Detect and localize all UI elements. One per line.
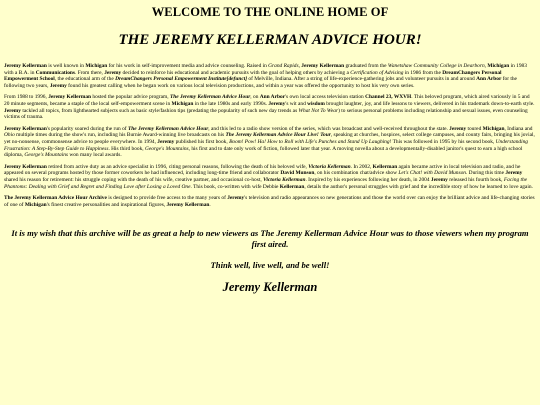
text-run: Jeremy Kellerman (4, 125, 47, 132)
text-run: Jeremy (505, 170, 523, 177)
text-run: Jeremy Kellerman (166, 201, 210, 208)
text-run: is designed to provide free access to the many years of (106, 195, 228, 202)
text-run: , (298, 63, 302, 69)
text-run: , on his combination chat/advice show (314, 170, 399, 177)
text-run: The Jeremy Kellerman Advice Hour Archive (4, 195, 107, 202)
bio-paragraph (4, 94, 536, 120)
text-run: DreamChangers Personal Empowerment Institute[defunct] (115, 76, 248, 83)
text-run: Victoria Kellerman (263, 176, 306, 183)
text-run: , (484, 63, 488, 69)
text-run: . Inspired by his experiences following her death, in 2004 (305, 176, 431, 183)
text-run: Michigan (85, 63, 108, 69)
text-run: Jeremy Kellerman (4, 63, 47, 69)
text-run: Boom! Pow! Ha! How to Roll with Life's Punches and Stand Up Laughing! (229, 138, 392, 145)
text-run: Grand Rapids (268, 63, 299, 69)
text-run: again became active in local television and radio, and he appeared on several programs hosted by those former coworkers he had influenced, including long-time friend and collaborator (4, 163, 521, 177)
text-run: . (209, 201, 211, 208)
text-run: brought laughter, joy, and life lessons to viewers, delivered in his trademark down-to-earth style. (324, 100, 535, 107)
text-run: retired from active duty as an advice specialist in 1996, citing personal reasons, following the death of his beloved wife, (46, 163, 309, 170)
text-run: Channel 23, WXVH (365, 94, 412, 101)
text-run: DreamChangers Personal Empowerment School (4, 69, 502, 83)
text-run: 's finest creative personalities and inspirational figures, (46, 201, 167, 208)
text-run: Let's Chat! with David Munson (398, 170, 466, 177)
text-run: Michigan (171, 100, 194, 107)
text-run: released his fourth book, (447, 176, 504, 183)
text-run: . This book, co-written with wife Debbie (190, 183, 280, 190)
text-run: in 1986 from the (403, 69, 443, 76)
text-run: of Melville, Indiana. After a string of life-experience-gathering jobs and volunteer pursuits in and around (247, 76, 477, 83)
text-run: Certification of Advising (350, 69, 404, 76)
text-run: Ann Arbor (476, 76, 502, 83)
text-run: The Jeremy Kellerman Advice Hour (127, 125, 209, 132)
text-run: hosted the popular advice program, (91, 94, 170, 101)
text-run: What Not To Wear (298, 107, 339, 114)
text-run: Jeremy (104, 69, 122, 76)
text-run: . During this time (465, 170, 506, 177)
biography (4, 63, 536, 208)
text-run: , his first and to date only work of fiction, followed later that year. A moving novella about a developmentally-disabled janitor's quest to earn a high school diploma, (4, 145, 523, 159)
text-run: in the late 1980s and early 1990s. (193, 100, 269, 107)
welcome-heading: WELCOME TO THE ONLINE HOME OF (151, 5, 389, 19)
text-run: The Jeremy Kellerman Advice Hour (169, 94, 251, 101)
text-run: , speaking at churches, hospices, select college campuses, and county fairs, bringing his jovial, yet no-nonsense, commonsense advice to people everywhere. In 1994, (4, 132, 535, 145)
text-run: in 1983 with a B.A. in (4, 63, 527, 76)
text-run: Communications (35, 69, 75, 76)
text-run: Victoria Kellerman (308, 163, 351, 170)
text-run: found his greatest calling when he began work on various local television productions, and within a year was offered the opportunity to host his very own series. (66, 82, 415, 89)
text-run: published his first book, (174, 138, 230, 145)
bio-paragraph (4, 195, 536, 208)
text-run: for the following two years, (4, 76, 517, 89)
text-run: George's Mountains (24, 152, 68, 159)
bio-paragraph (4, 164, 536, 190)
closing-wish: It is my wish that this archive will be as great a help to new viewers as The Jeremy Kellerman Advice Hour was to those viewers when my program first aired. (11, 228, 529, 250)
closing-motto: Think well, live well, and be well! (210, 260, 330, 271)
text-run: Kellerman (372, 163, 398, 170)
text-run: decided to reinforce his educational and academic pursuits with the goal of helping others by achieving a (121, 69, 351, 76)
text-run: toured (466, 125, 483, 132)
text-run: The Jeremy Kellerman Advice Hour Live! Tour (225, 132, 331, 139)
text-run: shared his reason for retirement: his struggle coping with the death of his wife, creative partner, and occasional co-host, (4, 176, 264, 183)
text-run: Understanding Frustration: A Step-By-Step Guide to Happiness (4, 138, 528, 152)
text-run: Michigan (487, 63, 510, 69)
text-run: 's popularity soared during the run of (46, 125, 128, 132)
text-run: graduated from the (344, 63, 388, 69)
text-run: Jeremy (4, 107, 21, 114)
text-run: for his work in self-improvement media and advice counseling. Raised in (107, 63, 269, 69)
text-run: is well known in (46, 63, 86, 69)
text-run: 's television and radio appearances so new generations and those the world over can enjoy the brilliant advice and life-changing stories of one of (4, 195, 535, 208)
text-run: multiple times during the show's run, including his Burnie Award-winning live broadcasts on his (14, 132, 226, 139)
text-run: Jeremy (268, 100, 286, 107)
text-run: 's own local access television station (285, 94, 366, 101)
text-run: From 1988 to 1996, (4, 94, 49, 101)
text-run: . From there, (75, 69, 105, 76)
text-run: Jeremy (157, 138, 175, 145)
text-run: tackled all topics, from lighthearted subjects such as basic style/fashion tips (predating the popularity of such new day trends as (20, 107, 299, 114)
text-run: Wanetshaw Community College in Dearborn (387, 63, 485, 69)
text-run: Jeremy Kellerman (48, 94, 92, 101)
bio-paragraph (4, 126, 536, 159)
text-run: , Indiana and (504, 125, 533, 132)
text-run: Ann Arbor (259, 94, 286, 101)
text-run: 's wit and (285, 100, 308, 107)
text-run: Michigan (482, 125, 505, 132)
text-run: Jeremy (449, 125, 467, 132)
text-run: ) to serious personal problems including relationship and sexual issues, even counseling victims of trauma. (4, 107, 528, 121)
text-run: won many local awards. (68, 152, 122, 159)
text-run: Jeremy (430, 176, 448, 183)
text-run: , and this led to a radio show version of the series, which was broadcast and well-received throughout the state. (208, 125, 450, 132)
text-run: , on (250, 94, 260, 101)
text-run: wisdom (307, 100, 325, 107)
text-run: . His third book, (108, 145, 146, 152)
text-run: , details the author's personal struggles with grief and the incredible story of how he learned to love again. (304, 183, 533, 190)
show-title: THE JEREMY KELLERMAN ADVICE HOUR! (118, 32, 422, 48)
text-run: Jeremy Kellerman (301, 63, 345, 69)
text-run: , the educational arm of the (54, 76, 116, 83)
text-run: Jeremy (49, 82, 67, 89)
signature: Jeremy Kellerman (222, 280, 318, 295)
text-run: Ohio (4, 132, 15, 139)
text-run: David Munson (280, 170, 315, 177)
text-run: George's Mountains (145, 145, 189, 152)
text-run: Kellerman (279, 183, 305, 190)
text-run: Facing the Phantoms: Dealing with Grief and Regret and Finding Love after Losing a Loved One (4, 176, 528, 190)
text-run: Jeremy (227, 195, 245, 202)
text-run: Michigan (24, 201, 47, 208)
text-run: . This beloved program, which aired variously in 5 and 20 minute segments, became a staple of the local self-empowerment scene in (4, 94, 530, 107)
bio-paragraph (4, 63, 536, 89)
text-run: . In 2002, (350, 163, 373, 170)
text-run: This was followed in 1995 by his second book, (391, 138, 496, 145)
text-run: Jeremy Kellerman (4, 163, 47, 170)
